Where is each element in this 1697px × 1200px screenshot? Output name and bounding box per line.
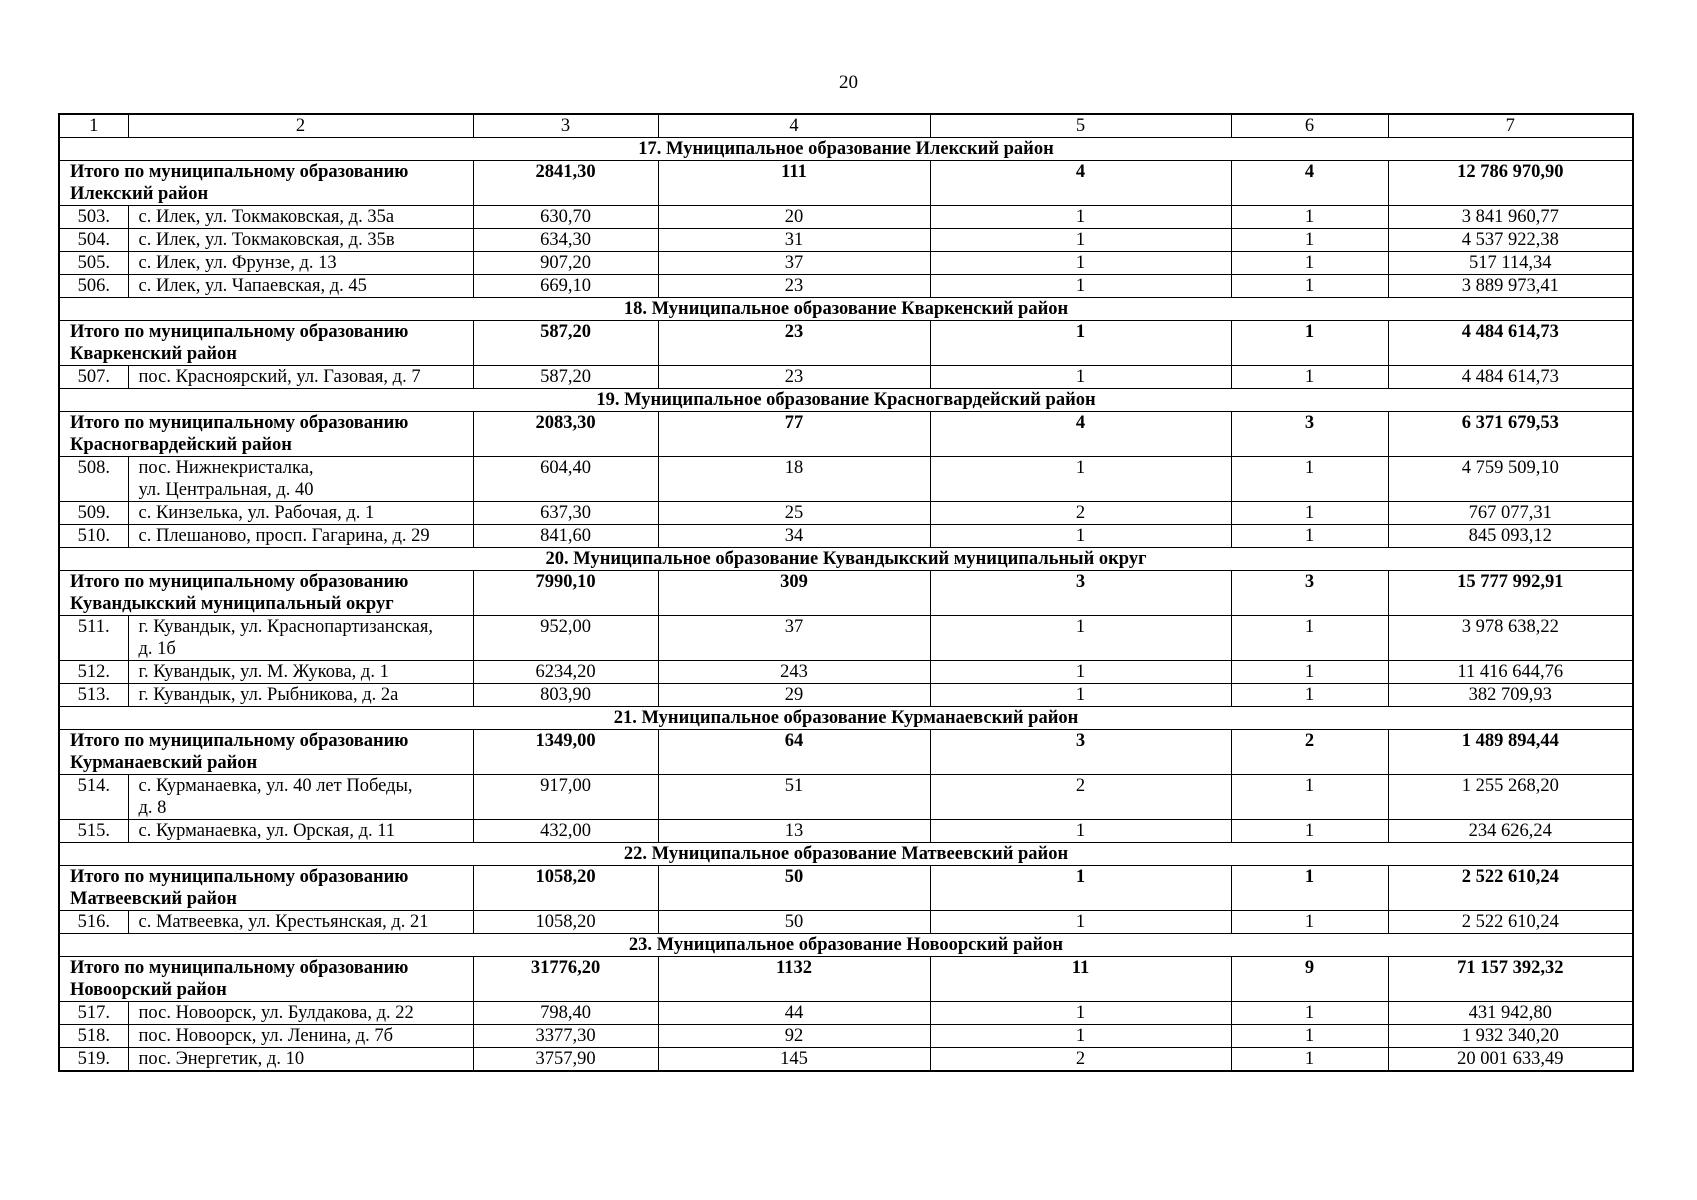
value-cell: 13 [658, 820, 930, 843]
section-total-row [59, 412, 1633, 457]
total-label-line: Кваркенский район [70, 344, 237, 364]
total-value: 2 [1231, 730, 1388, 775]
value-cell: 1 [1231, 616, 1388, 661]
address-line: с. Плешаново, просп. Гагарина, д. 29 [138, 526, 430, 546]
address-line: пос. Новоорск, ул. Булдакова, д. 22 [138, 1003, 414, 1023]
value-cell: 37 [658, 616, 930, 661]
address-line: с. Илек, ул. Чапаевская, д. 45 [138, 276, 367, 296]
column-number-row [59, 114, 1633, 138]
total-value: 4 484 614,73 [1388, 321, 1633, 366]
value-cell: 243 [658, 661, 930, 684]
address-line: с. Илек, ул. Токмаковская, д. 35в [138, 230, 395, 250]
total-label [59, 957, 473, 1002]
value-cell: 4 759 509,10 [1388, 457, 1633, 502]
address-line: г. Кувандык, ул. Рыбникова, д. 2а [138, 685, 399, 705]
value-cell: 803,90 [473, 684, 658, 707]
section-title-row [59, 138, 1633, 161]
total-value: 2 522 610,24 [1388, 866, 1633, 911]
row-number: 519. [59, 1048, 128, 1072]
value-cell: 145 [658, 1048, 930, 1072]
total-value: 4 [930, 161, 1231, 206]
value-cell: 1 [930, 525, 1231, 548]
value-cell: 1 [1231, 1025, 1388, 1048]
total-label-line: Итого по муниципальному образованию [70, 958, 409, 978]
value-cell: 1 [930, 1002, 1231, 1025]
address-cell [128, 661, 473, 684]
value-cell: 382 709,93 [1388, 684, 1633, 707]
row-number: 506. [59, 275, 128, 298]
column-number: 3 [473, 114, 658, 138]
total-value: 71 157 392,32 [1388, 957, 1633, 1002]
address-line: с. Матвеевка, ул. Крестьянская, д. 21 [138, 912, 429, 932]
value-cell: 1 [1231, 229, 1388, 252]
value-cell: 44 [658, 1002, 930, 1025]
value-cell: 31 [658, 229, 930, 252]
value-cell: 630,70 [473, 206, 658, 229]
address-cell [128, 616, 473, 661]
address-cell [128, 911, 473, 934]
address-cell [128, 775, 473, 820]
total-value: 1 [1231, 321, 1388, 366]
total-value: 9 [1231, 957, 1388, 1002]
row-number: 516. [59, 911, 128, 934]
section-title-row [59, 843, 1633, 866]
value-cell: 1 [1231, 457, 1388, 502]
section-total-row [59, 321, 1633, 366]
address-cell [128, 275, 473, 298]
address-line: с. Кинзелька, ул. Рабочая, д. 1 [138, 503, 375, 523]
value-cell: 767 077,31 [1388, 502, 1633, 525]
section-title-row [59, 934, 1633, 957]
table-row [59, 616, 1633, 661]
value-cell: 1 [930, 206, 1231, 229]
value-cell: 3 978 638,22 [1388, 616, 1633, 661]
total-value: 2841,30 [473, 161, 658, 206]
table-row [59, 661, 1633, 684]
value-cell: 1 [1231, 661, 1388, 684]
value-cell: 51 [658, 775, 930, 820]
row-number: 503. [59, 206, 128, 229]
value-cell: 587,20 [473, 366, 658, 389]
table-row [59, 1025, 1633, 1048]
value-cell: 234 626,24 [1388, 820, 1633, 843]
table-row [59, 457, 1633, 502]
value-cell: 18 [658, 457, 930, 502]
total-value: 23 [658, 321, 930, 366]
total-label-line: Курманаевский район [70, 753, 258, 773]
value-cell: 1 [1231, 502, 1388, 525]
address-cell [128, 229, 473, 252]
total-label [59, 866, 473, 911]
total-label-line: Матвеевский район [70, 889, 237, 909]
value-cell: 1 255 268,20 [1388, 775, 1633, 820]
value-cell: 20 001 633,49 [1388, 1048, 1633, 1072]
value-cell: 1 [1231, 252, 1388, 275]
address-cell [128, 525, 473, 548]
total-label-line: Итого по муниципальному образованию [70, 322, 409, 342]
value-cell: 1 [1231, 275, 1388, 298]
value-cell: 1 [930, 911, 1231, 934]
value-cell: 1 [930, 275, 1231, 298]
total-value: 1 [1231, 866, 1388, 911]
table-row [59, 252, 1633, 275]
table-row [59, 525, 1633, 548]
value-cell: 798,40 [473, 1002, 658, 1025]
row-number: 509. [59, 502, 128, 525]
address-cell [128, 1025, 473, 1048]
value-cell: 1 [930, 661, 1231, 684]
address-line: пос. Энергетик, д. 10 [138, 1049, 305, 1069]
value-cell: 907,20 [473, 252, 658, 275]
section-total-row [59, 161, 1633, 206]
total-label [59, 321, 473, 366]
value-cell: 1 [1231, 1002, 1388, 1025]
total-value: 50 [658, 866, 930, 911]
total-value: 6 371 679,53 [1388, 412, 1633, 457]
value-cell: 34 [658, 525, 930, 548]
table-row [59, 1048, 1633, 1072]
row-number: 510. [59, 525, 128, 548]
total-label-line: Красногвардейский район [70, 435, 292, 455]
value-cell: 1 [1231, 775, 1388, 820]
address-line: пос. Нижнекристалка, [138, 458, 314, 478]
total-label [59, 571, 473, 616]
total-value: 3 [1231, 571, 1388, 616]
value-cell: 1 [1231, 820, 1388, 843]
total-label-line: Итого по муниципальному образованию [70, 731, 409, 751]
section-title-row [59, 707, 1633, 730]
row-number: 514. [59, 775, 128, 820]
address-cell [128, 820, 473, 843]
section-title: 20. Муниципальное образование Кувандыкский муниципальный округ [59, 548, 1633, 571]
column-number: 6 [1231, 114, 1388, 138]
value-cell: 637,30 [473, 502, 658, 525]
table-row [59, 911, 1633, 934]
total-label-line: Итого по муниципальному образованию [70, 867, 409, 887]
total-value: 4 [930, 412, 1231, 457]
table-row [59, 229, 1633, 252]
value-cell: 634,30 [473, 229, 658, 252]
value-cell: 2 [930, 775, 1231, 820]
value-cell: 29 [658, 684, 930, 707]
value-cell: 1 [930, 820, 1231, 843]
table-row [59, 502, 1633, 525]
address-line: д. 8 [138, 798, 167, 818]
section-title: 23. Муниципальное образование Новоорский район [59, 934, 1633, 957]
address-line: г. Кувандык, ул. М. Жукова, д. 1 [138, 662, 389, 682]
value-cell: 1 [1231, 911, 1388, 934]
row-number: 515. [59, 820, 128, 843]
value-cell: 6234,20 [473, 661, 658, 684]
value-cell: 23 [658, 366, 930, 389]
value-cell: 517 114,34 [1388, 252, 1633, 275]
address-line: с. Илек, ул. Фрунзе, д. 13 [138, 253, 337, 273]
value-cell: 604,40 [473, 457, 658, 502]
row-number: 518. [59, 1025, 128, 1048]
page-number: 20 [839, 72, 858, 93]
total-value: 3 [930, 730, 1231, 775]
value-cell: 1 [930, 252, 1231, 275]
total-value: 1 [930, 321, 1231, 366]
total-value: 4 [1231, 161, 1388, 206]
value-cell: 1 [1231, 206, 1388, 229]
table-row [59, 684, 1633, 707]
value-cell: 1 [1231, 366, 1388, 389]
row-number: 511. [59, 616, 128, 661]
value-cell: 1058,20 [473, 911, 658, 934]
row-number: 505. [59, 252, 128, 275]
address-line: с. Илек, ул. Токмаковская, д. 35а [138, 207, 395, 227]
value-cell: 1 [930, 684, 1231, 707]
table-row [59, 366, 1633, 389]
value-cell: 3377,30 [473, 1025, 658, 1048]
address-cell [128, 252, 473, 275]
row-number: 512. [59, 661, 128, 684]
section-title-row [59, 548, 1633, 571]
total-value: 3 [930, 571, 1231, 616]
column-number: 5 [930, 114, 1231, 138]
address-cell [128, 1002, 473, 1025]
register-table [58, 113, 1634, 1072]
total-value: 111 [658, 161, 930, 206]
total-label [59, 161, 473, 206]
total-value: 1 [930, 866, 1231, 911]
value-cell: 2 [930, 1048, 1231, 1072]
section-total-row [59, 730, 1633, 775]
total-value: 1349,00 [473, 730, 658, 775]
column-number: 7 [1388, 114, 1633, 138]
total-value: 15 777 992,91 [1388, 571, 1633, 616]
total-value: 11 [930, 957, 1231, 1002]
value-cell: 841,60 [473, 525, 658, 548]
row-number: 504. [59, 229, 128, 252]
total-label-line: Итого по муниципальному образованию [70, 162, 409, 182]
address-cell [128, 206, 473, 229]
value-cell: 952,00 [473, 616, 658, 661]
section-title: 19. Муниципальное образование Красногвардейский район [59, 389, 1633, 412]
total-label [59, 412, 473, 457]
total-label-line: Новоорский район [70, 980, 227, 1000]
value-cell: 92 [658, 1025, 930, 1048]
value-cell: 431 942,80 [1388, 1002, 1633, 1025]
address-line: пос. Новоорск, ул. Ленина, д. 7б [138, 1026, 394, 1046]
value-cell: 669,10 [473, 275, 658, 298]
row-number: 508. [59, 457, 128, 502]
section-title-row [59, 389, 1633, 412]
total-value: 3 [1231, 412, 1388, 457]
address-cell [128, 684, 473, 707]
value-cell: 25 [658, 502, 930, 525]
table-row [59, 206, 1633, 229]
value-cell: 1 [930, 457, 1231, 502]
value-cell: 1 932 340,20 [1388, 1025, 1633, 1048]
table-row [59, 775, 1633, 820]
value-cell: 20 [658, 206, 930, 229]
value-cell: 917,00 [473, 775, 658, 820]
address-line: с. Курманаевка, ул. Орская, д. 11 [138, 821, 396, 841]
total-value: 587,20 [473, 321, 658, 366]
total-value: 309 [658, 571, 930, 616]
total-value: 7990,10 [473, 571, 658, 616]
section-total-row [59, 866, 1633, 911]
row-number: 513. [59, 684, 128, 707]
value-cell: 845 093,12 [1388, 525, 1633, 548]
value-cell: 50 [658, 911, 930, 934]
total-label-line: Итого по муниципальному образованию [70, 572, 409, 592]
total-value: 77 [658, 412, 930, 457]
total-value: 64 [658, 730, 930, 775]
section-total-row [59, 957, 1633, 1002]
address-line: г. Кувандык, ул. Краснопартизанская, [138, 617, 434, 637]
value-cell: 1 [930, 229, 1231, 252]
address-cell [128, 457, 473, 502]
total-value: 12 786 970,90 [1388, 161, 1633, 206]
total-label-line: Илекский район [70, 184, 209, 204]
address-cell [128, 366, 473, 389]
value-cell: 11 416 644,76 [1388, 661, 1633, 684]
value-cell: 3 841 960,77 [1388, 206, 1633, 229]
address-line: ул. Центральная, д. 40 [138, 480, 314, 500]
value-cell: 1 [1231, 684, 1388, 707]
total-value: 31776,20 [473, 957, 658, 1002]
value-cell: 4 537 922,38 [1388, 229, 1633, 252]
address-cell [128, 1048, 473, 1072]
section-title: 21. Муниципальное образование Курманаевский район [59, 707, 1633, 730]
row-number: 507. [59, 366, 128, 389]
column-number: 4 [658, 114, 930, 138]
value-cell: 37 [658, 252, 930, 275]
value-cell: 2 522 610,24 [1388, 911, 1633, 934]
total-value: 1 489 894,44 [1388, 730, 1633, 775]
total-label-line: Кувандыкский муниципальный округ [70, 594, 394, 614]
value-cell: 1 [1231, 1048, 1388, 1072]
value-cell: 2 [930, 502, 1231, 525]
address-cell [128, 502, 473, 525]
table-row [59, 275, 1633, 298]
address-line: пос. Красноярский, ул. Газовая, д. 7 [138, 367, 421, 387]
total-value: 1132 [658, 957, 930, 1002]
section-title-row [59, 298, 1633, 321]
column-number: 1 [59, 114, 128, 138]
table-row [59, 1002, 1633, 1025]
column-number: 2 [128, 114, 473, 138]
value-cell: 1 [930, 366, 1231, 389]
total-value: 2083,30 [473, 412, 658, 457]
section-total-row [59, 571, 1633, 616]
value-cell: 1 [1231, 525, 1388, 548]
table-row [59, 820, 1633, 843]
value-cell: 3 889 973,41 [1388, 275, 1633, 298]
address-line: д. 1б [138, 639, 176, 659]
total-label [59, 730, 473, 775]
value-cell: 4 484 614,73 [1388, 366, 1633, 389]
value-cell: 23 [658, 275, 930, 298]
row-number: 517. [59, 1002, 128, 1025]
address-line: с. Курманаевка, ул. 40 лет Победы, [138, 776, 413, 796]
value-cell: 1 [930, 616, 1231, 661]
total-label-line: Итого по муниципальному образованию [70, 413, 409, 433]
section-title: 18. Муниципальное образование Кваркенский район [59, 298, 1633, 321]
section-title: 22. Муниципальное образование Матвеевский район [59, 843, 1633, 866]
value-cell: 432,00 [473, 820, 658, 843]
value-cell: 1 [930, 1025, 1231, 1048]
total-value: 1058,20 [473, 866, 658, 911]
value-cell: 3757,90 [473, 1048, 658, 1072]
section-title: 17. Муниципальное образование Илекский район [59, 138, 1633, 161]
